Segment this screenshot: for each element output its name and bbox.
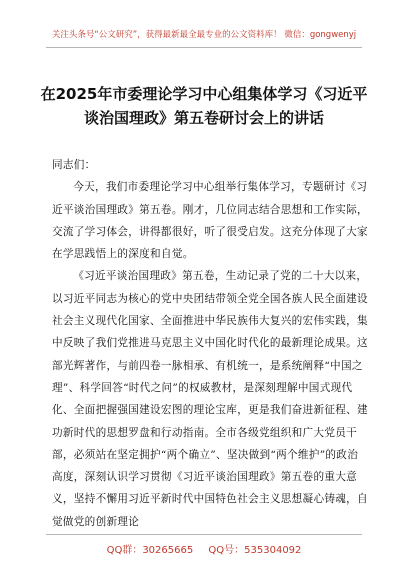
document-title	[36, 82, 372, 130]
document-body	[52, 154, 368, 533]
header-divider	[46, 47, 362, 48]
salutation: 同志们：	[52, 159, 96, 171]
paragraph-1: 今天，我们市委理论学习中心组举行集体学习，专题研讨《习近平谈治国理政》第五卷。刚才，几位同志结合思想和工作实际，交流了学习体会，讲得都很好，听了很受启发。这充分体现了大家在学思践悟上的深度和自觉。	[52, 181, 368, 261]
qq-group: QQ群：30265665	[106, 545, 194, 556]
title-line-2: 谈治国理政》第五卷研讨会上的讲话	[83, 109, 324, 127]
footer-divider	[46, 534, 362, 535]
qq-number: QQ号：535304092	[208, 545, 302, 556]
header-promo: 关注头条号“公文研究”，获得最新最全最专业的公文资料库！ 微信：gongwenyj	[51, 30, 357, 40]
footer-contact	[0, 541, 408, 556]
paragraph-2: 《习近平谈治国理政》第五卷，生动记录了党的二十大以来，以习近平同志为核心的党中央团结带领全党全国各族人民全面建设社会主义现代化国家、全面推进中华民族伟大复兴的宏伟实践，集中反映了我们党推进马克思主义中国化时代化的最新理论成果。这部光辉著作，与前四卷一脉相承、有机统一，是系统阐释“中国之理”、科学回答“时代之问”的权威教材，是深刻理解中国式现代化、全面把握强国建设宏图的理论宝库，更是我们奋进新征程、建功新时代的思想罗盘和行动指南。全市各级党组织和广大党员干部，必须站在坚定拥护“两个确立”、坚决做到“两个维护”的政治高度，深刻认识学习贯彻《习近平谈治国理政》第五卷的重大意义，坚持不懈用习近平新时代中国特色社会主义思想凝心铸魂，自觉做党的创新理论	[52, 270, 368, 528]
title-line-1: 在2025年市委理论学习中心组集体学习《习近平	[40, 85, 368, 103]
